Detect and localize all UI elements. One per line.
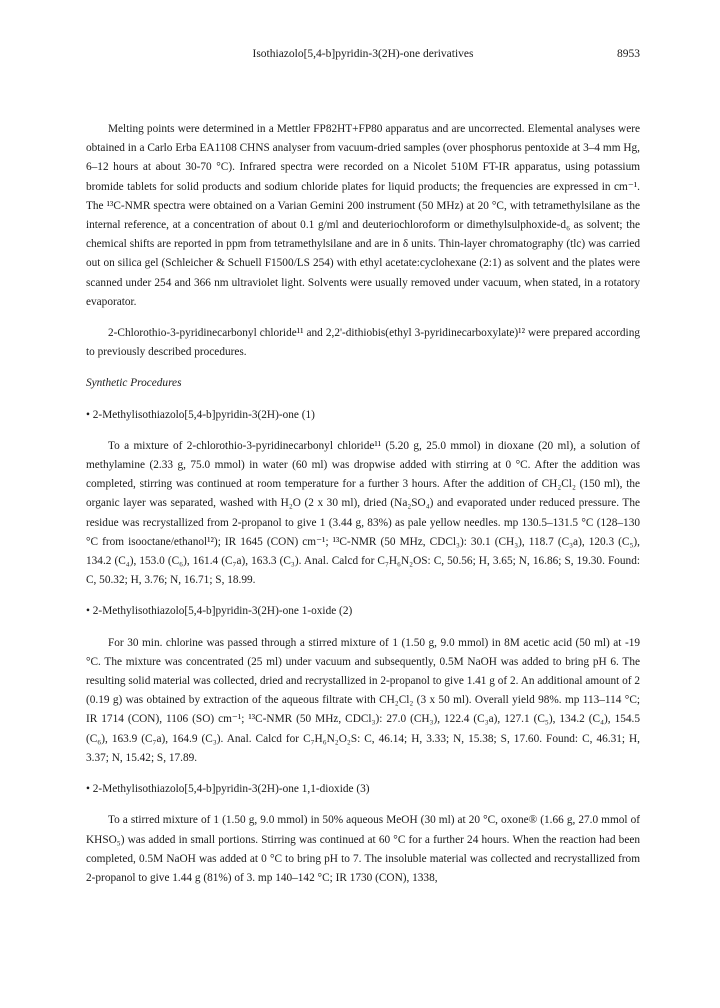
compound-heading-1: • 2-Methylisothiazolo[5,4-b]pyridin-3(2H)-one (1) — [86, 408, 315, 421]
compound-procedure-3: To a stirred mixture of 1 (1.50 g, 9.0 mmol) in 50% aqueous MeOH (30 ml) at 20 °C, oxone® (1.66 g, 27.0 mmol of KHSO₅) was added in small portions. Stirring was continued at 60 °C for a further 24 hours. When the reaction had been completed, 0.5M NaOH was added at 0 °C to bring pH to 7. The insoluble material was collected and recrystallized from 2-propanol to give 1.44 g (81%) of 3. mp 140–142 °C; IR 1730 (CON), 1338, — [86, 814, 640, 884]
article-body — [86, 120, 640, 888]
general-methods-paragraph: Melting points were determined in a Mettler FP82HT+FP80 apparatus and are uncorrected. Elemental analyses were obtained in a Carlo Erba EA1108 CHNS analyser from vacuum-dried samples (over phosphorus pentoxide at 3–4 mm Hg, 6–12 hours at about 30-70 °C). Infrared spectra were recorded on a Nicolet 510M FT-IR apparatus, using potassium bromide tablets for solid products and sodium chloride plates for liquid products; the frequencies are expressed in cm⁻¹. The ¹³C-NMR spectra were obtained on a Varian Gemini 200 instrument (50 MHz) at 20 °C, with tetramethylsilane as the internal reference, at a concentration of about 0.1 g/ml and deuteriochloroform or dimethylsulphoxide-d₆ as solvent; the chemical shifts are reported in ppm from tetramethylsilane and are in δ units. Thin-layer chromatography (tlc) was carried out on silica gel (Schleicher & Schuell F1500/LS 254) with ethyl acetate:cyclohexane (2:1) as solvent and the plates were scanned under 254 and 366 nm ultraviolet light. Solvents were usually removed under vacuum, when stated, in a rotatory evaporator. — [86, 123, 640, 308]
compound-heading-3: • 2-Methylisothiazolo[5,4-b]pyridin-3(2H)-one 1,1-dioxide (3) — [86, 783, 370, 796]
starting-materials-paragraph: 2-Chlorothio-3-pyridinecarbonyl chloride¹¹ and 2,2'-dithiobis(ethyl 3-pyridinecarboxylate)¹² were prepared according to previously described procedures. — [86, 327, 640, 359]
running-title: Isothiazolo[5,4-b]pyridin-3(2H)-one derivatives — [252, 48, 474, 60]
compound-procedure-2: For 30 min. chlorine was passed through a stirred mixture of 1 (1.50 g, 9.0 mmol) in 8M acetic acid (50 ml) at -19 °C. The mixture was concentrated (25 ml) under vacuum and subsequently, 0.5M NaOH was added to bring pH 6. The resulting solid material was collected, dried and recrystallized in 2-propanol to give 1.41 g of 2. An additional amount of 2 (0.19 g) was obtained by extraction of the aqueous filtrate with CH₂Cl₂ (3 x 50 ml). Overall yield 98%. mp 113–114 °C; IR 1714 (CON), 1106 (SO) cm⁻¹; ¹³C-NMR (50 MHz, CDCl₃): 27.0 (CH₃), 122.4 (C₃a), 127.1 (C₅), 134.2 (C₄), 154.5 (C₆), 163.9 (C₇a), 164.9 (C₃). Anal. Calcd for C₇H₆N₂O₂S: C, 46.14; H, 3.33; N, 15.38; S, 17.60. Found: C, 46.31; H, 3.37; N, 15.42; S, 17.89. — [86, 636, 640, 764]
page-number: 8953 — [617, 48, 640, 60]
compound-heading-2: • 2-Methylisothiazolo[5,4-b]pyridin-3(2H)-one 1-oxide (2) — [86, 605, 353, 618]
compound-procedure-1: To a mixture of 2-chlorothio-3-pyridinecarbonyl chloride¹¹ (5.20 g, 25.0 mmol) in dioxane (20 ml), a solution of methylamine (2.33 g, 75.0 mmol) in water (60 ml) was dropwise added with stirring at 0 °C. After the addition was completed, stirring was continued at room temperature for a further 3 hours. After the addition of CH₂Cl₂ (150 ml), the organic layer was separated, washed with H₂O (2 x 30 ml), dried (Na₂SO₄) and evaporated under reduced pressure. The residue was recrystallized from 2-propanol to give 1 (3.44 g, 83%) as pale yellow needles. mp 130.5–131.5 °C (128–130 °C from isooctane/ethanol¹²); IR 1645 (CON) cm⁻¹; ¹³C-NMR (50 MHz, CDCl₃): 30.1 (CH₃), 118.7 (C₃a), 120.3 (C₅), 134.2 (C₄), 153.0 (C₆), 161.4 (C₇a), 163.3 (C₃). Anal. Calcd for C₇H₆N₂OS: C, 50.56; H, 3.65; N, 16.86; S, 19.30. Found: C, 50.32; H, 3.76; N, 16.71; S, 18.99. — [86, 439, 640, 587]
running-header — [86, 48, 640, 68]
section-title: Synthetic Procedures — [86, 377, 182, 390]
